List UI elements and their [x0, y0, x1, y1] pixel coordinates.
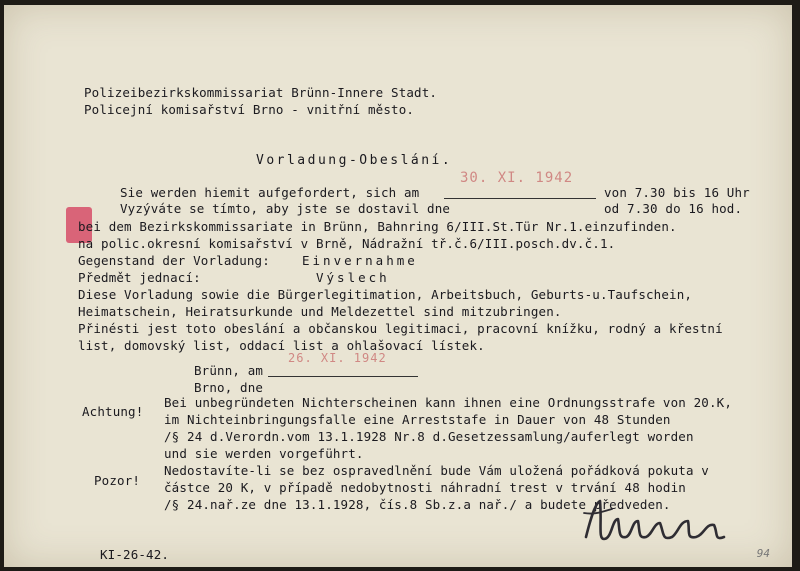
summons-line-cz: Vyzýváte se tímto, aby jste se dostavil dne — [120, 201, 451, 216]
warning-label-de: Achtung! — [82, 404, 144, 419]
date-stamp-2: 26. XI. 1942 — [288, 351, 387, 365]
place-date-cz: Brno, dne — [194, 380, 264, 395]
summons-line-de: Sie werden hiemit aufgefordert, sich am — [120, 185, 420, 200]
date-fill-line — [444, 198, 596, 199]
header-line-cz: Policejní komisařství Brno - vnitřní město. — [84, 102, 415, 117]
header-line-de: Polizeibezirkskommissariat Brünn-Innere Stadt. — [84, 85, 438, 100]
place-date-fill-line — [268, 376, 418, 377]
documents-line-4: list, domovský list, oddací list a ohlašovací lístek. — [78, 338, 485, 353]
summons-time-cz: od 7.30 do 16 hod. — [604, 201, 743, 216]
subject-label-cz: Předmět jednací: — [78, 270, 201, 285]
warning-label-cz: Pozor! — [94, 473, 141, 488]
subject-value-cz: Výslech — [316, 270, 390, 285]
date-stamp-1: 30. XI. 1942 — [460, 170, 574, 186]
documents-line-3: Přinésti jest toto obeslání a občanskou legitimaci, pracovní knížku, rodný a křestní — [78, 321, 723, 336]
address-line-cz: na polic.okresní komisařství v Brně, Nádražní tř.č.6/III.posch.dv.č.1. — [78, 236, 616, 251]
warning-de-line: im Nichteinbringungsfalle eine Arreststafe in Dauer von 48 Stunden — [164, 412, 671, 427]
warning-cz-line: /§ 24.nař.ze dne 13.1.1928, čís.8 Sb.z.a nař./ a budete předveden. — [164, 497, 671, 512]
subject-value-de: Einvernahme — [302, 253, 418, 268]
document-title: Vorladung-Obeslání. — [256, 153, 453, 168]
warning-cz-line: Nedostavíte-li se bez ospravedlnění bude Vám uložená pořádková pokuta v — [164, 463, 709, 478]
summons-time-de: von 7.30 bis 16 Uhr — [604, 185, 750, 200]
place-date-de: Brünn, am — [194, 363, 264, 378]
page-number: 94 — [756, 547, 770, 560]
handwritten-signature — [582, 493, 732, 549]
address-line-de: bei dem Bezirkskommissariate in Brünn, Bahnring 6/III.St.Tür Nr.1.einzufinden. — [78, 219, 677, 234]
documents-line-1: Diese Vorladung sowie die Bürgerlegitimation, Arbeitsbuch, Geburts-u.Taufschein, — [78, 287, 693, 302]
warning-de-line: und sie werden vorgeführt. — [164, 446, 364, 461]
reference-number: KI-26-42. — [100, 547, 170, 562]
subject-label-de: Gegenstand der Vorladung: — [78, 253, 270, 268]
warning-de-line: /§ 24 d.Verordn.vom 13.1.1928 Nr.8 d.Gesetzessamlung/auferlegt worden — [164, 429, 694, 444]
warning-de-line: Bei unbegründeten Nichterscheinen kann ihnen eine Ordnungsstrafe von 20.K, — [164, 395, 732, 410]
document-page — [4, 5, 792, 567]
warning-cz-line: částce 20 K, v případě nedobytnosti náhradní trest v trvání 48 hodin — [164, 480, 686, 495]
documents-line-2: Heimatschein, Heiratsurkunde und Meldezettel sind mitzubringen. — [78, 304, 562, 319]
